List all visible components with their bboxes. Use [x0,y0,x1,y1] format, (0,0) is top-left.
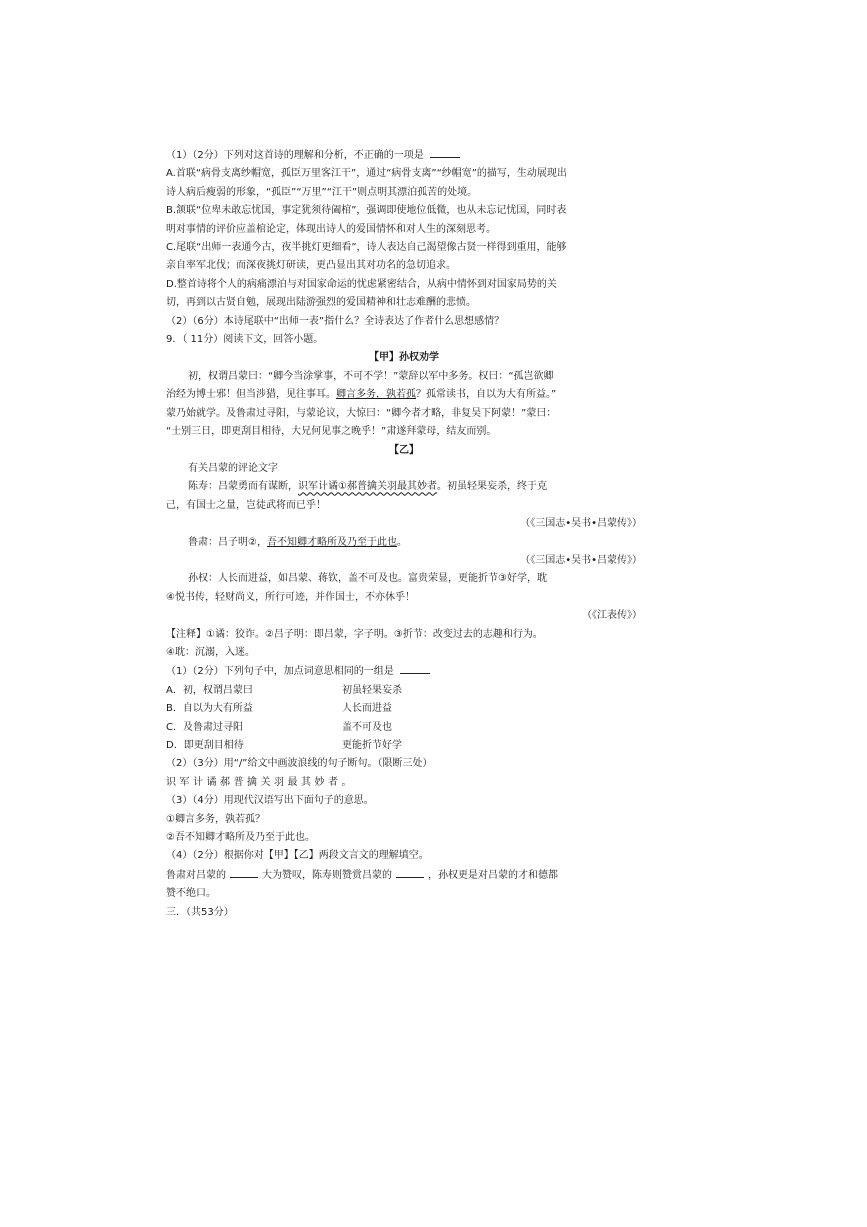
answer-blank [430,146,460,158]
wavy-sentence: 识军计谲①郝普擒关羽最其妙者 [298,481,437,493]
jia-line-3: 蒙乃始就学。及鲁肃过寻阳，与蒙论议，大惊曰：“卿今者才略，非复吴下阿蒙！”蒙曰： [166,407,557,419]
q8-option-a-cont: 诗人病后瘦弱的形象，“孤臣”“万里”“江干”则点明其漂泊孤苦的处境。 [166,186,478,198]
q8-sub1: （1）（2分）下列对这首诗的理解和分析，不正确的一项是 [166,146,642,165]
q9-heading: 9．（ 11分）阅读下文，回答小题。 [166,334,324,346]
notes-line-1: 【注释】①谲：狡诈。②吕子明：即吕蒙，字子明。③折节：改变过去的志趣和行为。 [166,628,543,640]
q8-option-d: D.整首诗将个人的病痛漂泊与对国家命运的忧虑紧密结合，从病中情怀到对国家局势的关 [166,278,557,290]
yi-title: 【乙】 [389,444,419,456]
notes-line-2: ④耽：沉溺，入迷。 [166,646,255,658]
answer-blank-2 [400,662,430,674]
choice-a: A．初，权谓吕蒙曰 初虽轻果妄杀 [166,684,402,696]
fill-blank-2 [396,866,424,878]
fill-line-2: 赞不绝口。 [166,888,216,900]
yi-subtitle: 有关吕蒙的评论文字 [188,462,278,474]
jia-line-2: 治经为博士邪！但当涉猎，见往事耳。卿言多务，孰若孤？孤常读书，自以为大有所益。” [166,389,557,401]
source-1: （《三国志•吴书•吕蒙传》） [520,518,642,530]
q9-sub3: （3）（4分）用现代汉语写出下面句子的意思。 [166,795,374,807]
q9-sub4: （4）（2分）根据你对【甲】【乙】两段文言文的理解填空。 [166,850,429,862]
q8-sub2: （2）（6分）本诗尾联中“出师一表”指什么？全诗表达了作者什么思想感情？ [166,315,505,327]
jia-title: 【甲】孙权劝学 [369,352,439,364]
jia-line-1: 初，权谓吕蒙曰：“卿今当涂掌事，不可不学！”蒙辞以军中多务。权曰：“孤岂欲卿 [188,370,554,382]
jia-line-4: “士别三日，即更刮目相待，大兄何见事之晚乎！”肃遂拜蒙母，结友而别。 [166,426,497,438]
translate-sentence-1: ①卿言多务，孰若孤？ [166,813,265,825]
source-3: （《江表传》） [582,610,642,622]
q8-option-a: A.首联“病骨支离纱帽宽，孤臣万里客江干”，通过“病骨支离”“纱帽宽”的描写，生动展现出 [166,168,567,180]
translate-sentence-2: ②吾不知卿才略所及乃至于此也。 [166,832,315,844]
chen-line-2: 己，有国士之量，岂徒武将而已乎！ [166,499,326,511]
source-2: （《三国志•吴书•吕蒙传》） [520,554,642,566]
fill-blank-1 [230,866,258,878]
sun-line-1: 孙权：人长而进益，如吕蒙、蒋钦，盖不可及也。富贵荣显，更能折节③好学，耽 [188,573,547,585]
sentence-to-punctuate: 识军计谲郝普擒关羽最其妙者。 [166,776,355,788]
chen-line-1: 陈寿：吕蒙勇而有谋断，识军计谲①郝普擒关羽最其妙者。初虽轻果妄杀，终于克 [188,481,547,493]
section-3-heading: 三．（共53分） [166,906,234,918]
exam-content [166,146,642,922]
q8-option-d-cont: 切，再到以古贤自勉，展现出陆游强烈的爱国精神和壮志难酬的悲愤。 [166,297,476,309]
underlined-sentence: 卿言多务，孰若孤 [336,389,416,401]
q8-option-c: C.尾联“出师一表通今古，夜半挑灯更细看”，诗人表达自己渴望像古贤一样得到重用，能够 [166,242,567,254]
q8-option-b: B.颔联“位卑未敢忘忧国，事定犹须待阖棺”，强调即使地位低微，也从未忘记忧国，同时表 [166,205,567,217]
choice-b: B．自以为大有所益 人长而进益 [166,703,392,715]
sun-line-2: ④悦书传，轻财尚义，所行可迹，并作国士，不亦休乎！ [166,591,415,603]
q8-option-b-cont: 明对事情的评价应盖棺论定，体现出诗人的爱国情怀和对人生的深刻思考。 [166,223,496,235]
fill-line-1: 鲁肃对吕蒙的 大为赞叹，陈寿则赞赏吕蒙的 ，孙权更是对吕蒙的才和德都 [166,866,642,885]
q9-sub1: （1）（2分）下列句子中，加点词意思相同的一组是 [166,662,642,681]
lu-line: 鲁肃：吕子明②，吾不知卿才略所及乃至于此也。 [188,536,407,548]
q9-sub2: （2）（3分）用“/”给文中画波浪线的句子断句。（限断三处） [166,758,433,770]
underlined-sentence-2: 吾不知卿才略所及乃至于此也 [266,536,397,548]
q8-option-c-cont: 亲自率军北伐；而深夜挑灯研读，更凸显出其对功名的急切追求。 [166,260,456,272]
choice-c: C．及鲁肃过寻阳 盖不可及也 [166,721,392,733]
choice-d: D．即更刮目相待 更能折节好学 [166,740,402,751]
